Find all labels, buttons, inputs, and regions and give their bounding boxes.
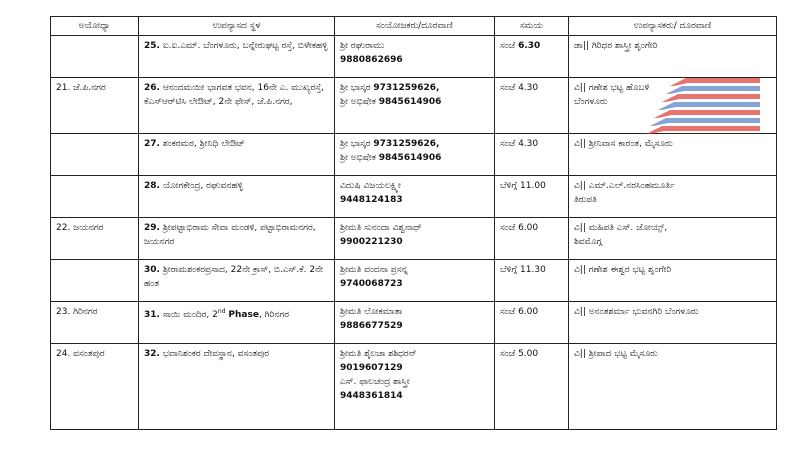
coordinator-name: ಶ್ರೀಮತಿ ಸುನಂದಾ ವಿಶ್ವನಾಥ್ <box>340 223 422 233</box>
time-label: ಬೆಳಿಗ್ಗೆ <box>500 181 518 191</box>
coordinator-phone: 9845614906 <box>378 97 442 107</box>
table-row <box>51 176 777 218</box>
serial-number: 29. <box>144 223 160 233</box>
venue-cell <box>139 78 335 134</box>
coordinator-phone: 9845614906 <box>378 153 442 163</box>
venue-phase: Phase <box>228 310 259 320</box>
time-value: 5.00 <box>518 349 539 359</box>
coordinator-name: ಶ್ರೀಮತಿ ಶೈಲಜಾ ಶಶಿಧರನ್ <box>340 349 417 359</box>
time-value: 6.00 <box>518 307 539 317</box>
coordinator-name: ಶ್ರೀ ರಘುರಾಮು <box>340 41 385 51</box>
speaker-name: ವಿ|| ಗಣೇಶ ಭಟ್ಟ ಹೊಬಳಿ <box>574 83 650 93</box>
area-cell: 22. ಜಯನಗರ <box>51 218 139 260</box>
coordinator-cell <box>335 134 495 176</box>
venue-ordinal: nd <box>217 308 226 315</box>
coordinator-line <box>340 137 489 151</box>
coordinator-name: ವಿದುಷಿ ವಿಜಯಲಕ್ಷ್ಮೀ <box>340 181 402 191</box>
venue-cell <box>139 134 335 176</box>
area-cell: 24. ವಸಂತಪುರ <box>51 344 139 430</box>
logo-stripe <box>646 126 760 134</box>
coordinator-phone: 9448361814 <box>340 391 403 401</box>
logo-stripe <box>654 110 760 118</box>
speaker-cell: ವಿ|| ಗಣೇಶ ಈಶ್ವರ ಭಟ್ಟ ಶೃಂಗೇರಿ <box>569 260 777 302</box>
coordinator-phone: 9886677529 <box>340 321 403 331</box>
logo-stripe <box>670 78 760 86</box>
time-value: 4.30 <box>518 83 539 93</box>
time-cell <box>495 344 569 430</box>
header-venue: ಉಪನ್ಯಾಸದ ಸ್ಥಳ <box>139 17 335 36</box>
header-row <box>51 17 777 36</box>
logo-stripe <box>662 94 760 102</box>
speaker-cell: ಡಾ|| ಗಿರಿಧರ ಶಾಸ್ತ್ರೀ ಶೃಂಗೇರಿ <box>569 36 777 78</box>
time-value: 6.00 <box>518 223 539 233</box>
time-cell <box>495 218 569 260</box>
time-label: ಸಂಜೆ <box>500 41 516 51</box>
logo-stripe <box>650 118 760 126</box>
coordinator-phone: 9740068723 <box>340 279 403 289</box>
suvarna-logo-icon <box>640 72 766 144</box>
table-row <box>51 344 777 430</box>
venue-cell <box>139 260 335 302</box>
logo-stripe <box>666 86 760 94</box>
coordinator-phone: 9731259626, <box>373 139 440 149</box>
header-coordinator: ಸಂಯೋಜಕರು/ದೂರವಾಣಿ <box>335 17 495 36</box>
coordinator-line <box>340 95 489 109</box>
area-cell <box>51 176 139 218</box>
area-cell: 23. ಗಿರಿನಗರ <box>51 302 139 344</box>
header-speaker: ಉಪನ್ಯಾಸಕರು/ ದೂರವಾಣಿ <box>569 17 777 36</box>
header-time: ಸಮಯ <box>495 17 569 36</box>
time-cell <box>495 302 569 344</box>
time-label: ಸಂಜೆ <box>500 139 516 149</box>
coordinator-cell <box>335 344 495 430</box>
table-row <box>51 302 777 344</box>
coordinator-cell <box>335 302 495 344</box>
coordinator-phone: 9019607129 <box>340 363 403 373</box>
time-cell <box>495 78 569 134</box>
venue-text: ಭವಾನಿಶಂಕರ ದೇವಸ್ಥಾನ, ವಸಂತಪುರ <box>162 349 270 359</box>
serial-number: 31. <box>144 310 160 320</box>
area-cell: 21. ಜೆ.ಪಿ.ನಗರ <box>51 78 139 134</box>
coordinator-cell <box>335 36 495 78</box>
time-label: ಸಂಜೆ <box>500 307 516 317</box>
venue-text: ಸಾಯಿ ಮಂದಿರ, 2 <box>162 310 218 320</box>
venue-text: ಶ್ರೀಪಟ್ಟಾಭಿರಾಮ ಸೇವಾ ಮಂಡಳಿ, ಪಟ್ಟಾಭಿರಾಮನಗರ, ಜಯನಗರ <box>144 223 316 247</box>
coordinator-cell <box>335 218 495 260</box>
serial-number: 32. <box>144 349 160 359</box>
logo-stripe <box>658 102 760 110</box>
time-value: 11.00 <box>520 181 546 191</box>
speaker-place: ಶಿವಮೊಗ್ಗ <box>574 237 602 247</box>
area-cell <box>51 36 139 78</box>
time-label: ಸಂಜೆ <box>500 83 516 93</box>
speaker-name: ವಿ|| ಎಮ್.ಎಲ್.ನರಸಿಂಹಮೂರ್ತಿ <box>574 181 675 191</box>
coordinator-phone: 9900221230 <box>340 237 403 247</box>
table-row <box>51 218 777 260</box>
venue-cell <box>139 344 335 430</box>
speaker-name: ವಿ|| ಮಹಿಪತಿ ಎಸ್. ಜೋಯ್ಸ್, <box>574 223 668 233</box>
speaker-cell <box>569 218 777 260</box>
header-area: ಅಯೋಧ್ಯಾ <box>51 17 139 36</box>
area-cell <box>51 260 139 302</box>
venue-text: ಶಂಕರಮಠ, ಶ್ರೀನಿಧಿ ಲೇಔಟ್ <box>162 139 245 149</box>
coordinator-name: ಶ್ರೀ ಭಾಸ್ಕರ <box>340 139 371 149</box>
speaker-cell: ವಿ|| ಶ್ರೀಪಾದ ಭಟ್ಟ ಮೈಸೂರು <box>569 344 777 430</box>
coordinator-cell <box>335 260 495 302</box>
speaker-cell: ವಿ|| ಅನಂತಶರ್ಮಾ ಭುವನಗಿರಿ ಬೆಂಗಳೂರು <box>569 302 777 344</box>
serial-number: 26. <box>144 83 160 93</box>
area-cell <box>51 134 139 176</box>
time-cell <box>495 176 569 218</box>
coordinator-name: ಶ್ರೀ ಅಭಿಷೇಕ <box>340 153 376 163</box>
venue-text: ಐ.ಐ.ಎಮ್. ಬೆಂಗಳೂರು, ಬನ್ನೇರುಘಟ್ಟ ರಸ್ತೆ, ಬಿಳೇಕಹಳ್ಳಿ <box>162 41 328 51</box>
serial-number: 25. <box>144 41 160 51</box>
speaker-cell <box>569 176 777 218</box>
time-value: 4.30 <box>518 139 539 149</box>
serial-number: 27. <box>144 139 160 149</box>
coordinator-phone: 9880862696 <box>340 55 403 65</box>
venue-cell <box>139 36 335 78</box>
venue-cell <box>139 218 335 260</box>
venue-text: ಯೋಗಕೇಂದ್ರ, ರಘುವನಹಳ್ಳಿ <box>162 181 244 191</box>
speaker-place: ತಿರುಪತಿ <box>574 195 597 205</box>
time-cell <box>495 36 569 78</box>
speaker-place: ಬೆಂಗಳೂರು <box>574 97 608 107</box>
venue-cell <box>139 176 335 218</box>
time-value: 6.30 <box>518 41 541 51</box>
coordinator-name: ಶ್ರೀಮತಿ ಲೋಕಮಾತಾ <box>340 307 403 317</box>
coordinator-phone: 9731259626, <box>373 83 440 93</box>
coordinator-cell <box>335 78 495 134</box>
serial-number: 30. <box>144 265 160 275</box>
venue-text: ಆನಂದಮಯೀ ಭಾಗವತ ಭವನ, 16ನೇ ಎ. ಮುಖ್ಯರಸ್ತೆ, ಕೆಎಸ್‌ಆರ್‌ಟಿಸಿ ಲೇಔಟ್, 2ನೇ ಫೇಸ್, ಜೆ.ಪಿ.ನಗರ, <box>144 83 325 107</box>
coordinator-name: ಎಸ್. ಫಾಲಚಂದ್ರ ಶಾಸ್ತ್ರೀ <box>340 377 410 387</box>
coordinator-phone: 9448124183 <box>340 195 403 205</box>
venue-suffix: , ಗಿರಿನಗರ <box>258 310 289 320</box>
venue-cell <box>139 302 335 344</box>
table-row <box>51 260 777 302</box>
time-label: ಬೆಳಿಗ್ಗೆ <box>500 265 518 275</box>
coordinator-line <box>340 81 489 95</box>
coordinator-cell <box>335 176 495 218</box>
coordinator-name: ಶ್ರೀ ಭಾಸ್ಕರ <box>340 83 371 93</box>
time-cell <box>495 134 569 176</box>
coordinator-name: ಶ್ರೀಮತಿ ವಂದನಾ ಪ್ರಸನ್ನ <box>340 265 408 275</box>
time-value: 11.30 <box>520 265 546 275</box>
venue-text: ಶ್ರೀರಾಮಶಂಕರಪ್ರಸಾದ, 22ನೇ ಕ್ರಾಸ್, ಬಿ.ಎಸ್.ಕೆ. 2ನೇ ಹಂತ <box>144 265 323 289</box>
coordinator-line <box>340 151 489 165</box>
time-cell <box>495 260 569 302</box>
coordinator-name: ಶ್ರೀ ಅಭಿಷೇಕ <box>340 97 376 107</box>
serial-number: 28. <box>144 181 160 191</box>
time-label: ಸಂಜೆ <box>500 223 516 233</box>
time-label: ಸಂಜೆ <box>500 349 516 359</box>
speaker-cell: ವಿ|| ಶ್ರೀನಿವಾಸ ಕಾರಂತ, ಮೈಸೂರು <box>569 134 777 176</box>
